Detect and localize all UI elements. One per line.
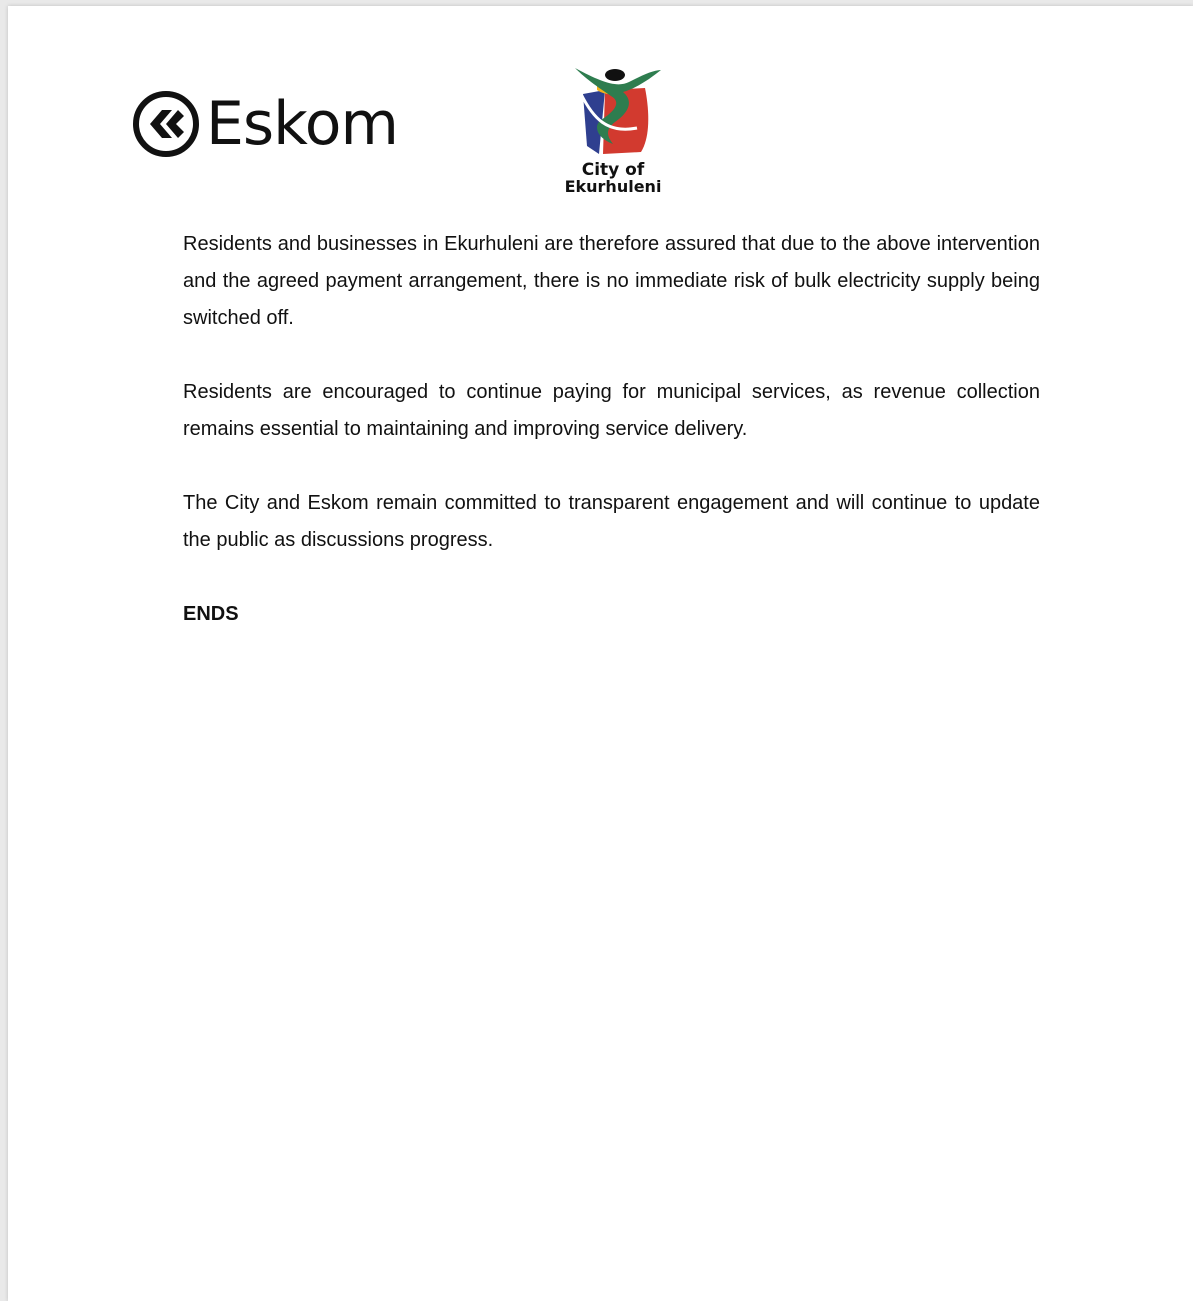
- eskom-wordmark: Eskom: [206, 89, 398, 159]
- city-logo-line2: Ekurhuleni: [564, 177, 662, 196]
- paragraph: The City and Eskom remain committed to transparent engagement and will continue to update the public as discussions progress.: [183, 492, 1040, 551]
- eskom-power-icon: [132, 90, 200, 158]
- paragraph: Residents are encouraged to continue paying for municipal services, as revenue collection remains essential to maintaining and improving service delivery.: [183, 381, 1040, 440]
- city-of-ekurhuleni-logo: [553, 58, 673, 198]
- document-page: [8, 6, 1193, 1301]
- eskom-logo: [132, 88, 402, 160]
- city-of-ekurhuleni-emblem-icon: [553, 58, 673, 162]
- press-release-body: [183, 226, 1040, 670]
- city-logo-line1: City of: [581, 160, 645, 180]
- paragraph: Residents and businesses in Ekurhuleni are therefore assured that due to the above intervention and the agreed payment arrangement, there is no immediate risk of bulk electricity supply being switched off.: [183, 233, 1040, 329]
- ends-marker: ENDS: [183, 603, 239, 625]
